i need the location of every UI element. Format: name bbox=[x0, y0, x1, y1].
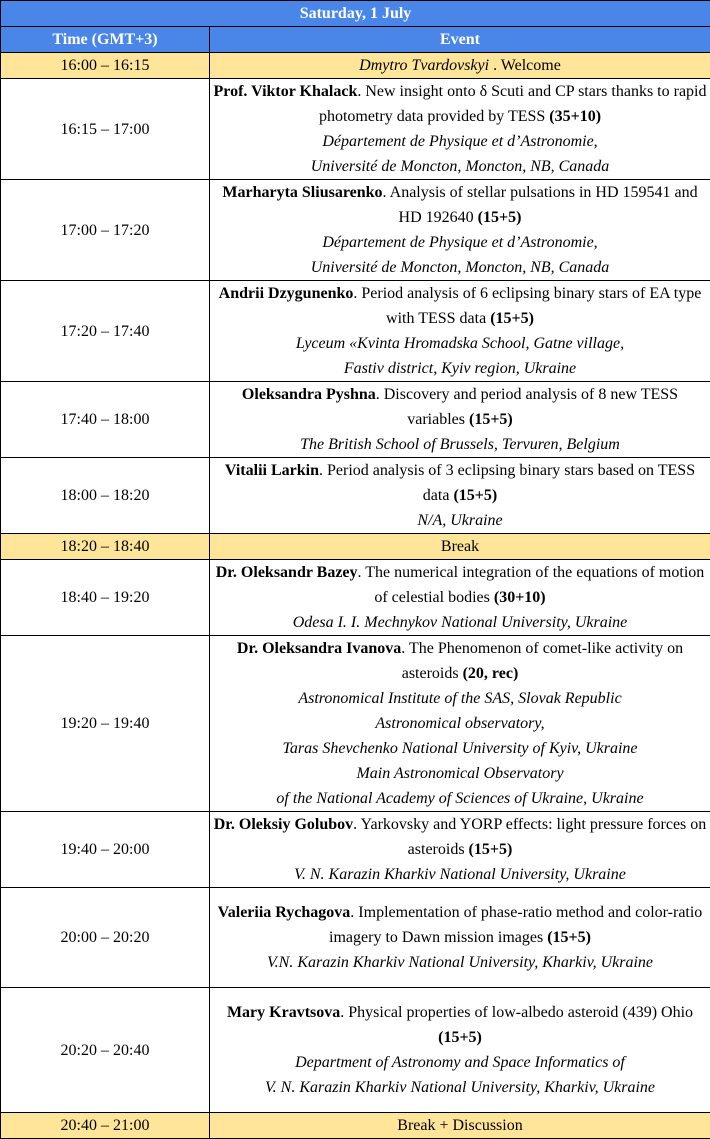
speaker-name: Valeriia Rychagova bbox=[218, 904, 351, 921]
talk-duration: (15+5) bbox=[469, 411, 513, 428]
day-title: Saturday, 1 July bbox=[1, 1, 710, 27]
schedule-body bbox=[1, 53, 710, 1139]
talk-title: . Period analysis of 6 eclipsing binary stars of EA type with TESS data bbox=[353, 285, 701, 327]
time-cell: 19:20 – 19:40 bbox=[1, 636, 210, 812]
event-cell bbox=[210, 382, 710, 458]
talk-title: . Discovery and period analysis of 8 new TESS variables bbox=[376, 386, 678, 428]
time-cell: 18:40 – 19:20 bbox=[1, 560, 210, 636]
event-text: . Welcome bbox=[489, 57, 561, 74]
event-cell bbox=[210, 458, 710, 534]
schedule-row-talk bbox=[1, 812, 710, 888]
speaker-name: Dr. Oleksandr Bazey bbox=[216, 564, 358, 581]
talk-duration: (35+10) bbox=[549, 108, 601, 125]
time-cell: 17:20 – 17:40 bbox=[1, 281, 210, 382]
talk-title: . Analysis of stellar pulsations in HD 159541 and HD 192640 bbox=[383, 184, 698, 226]
speaker-name: Marharyta Sliusarenko bbox=[222, 184, 382, 201]
schedule-row-talk bbox=[1, 560, 710, 636]
schedule-row-talk bbox=[1, 988, 710, 1113]
column-header-row bbox=[1, 27, 710, 53]
time-cell: 17:00 – 17:20 bbox=[1, 180, 210, 281]
affiliation-line: Odesa I. I. Mechnykov National University, Ukraine bbox=[293, 614, 628, 631]
time-cell: 20:20 – 20:40 bbox=[1, 988, 210, 1113]
event-cell bbox=[210, 888, 710, 988]
time-cell: 16:00 – 16:15 bbox=[1, 53, 210, 79]
talk-title: . Physical properties of low-albedo asteroid (439) Ohio bbox=[340, 1004, 693, 1021]
affiliation-line: N/A, Ukraine bbox=[417, 512, 502, 529]
talk-duration: (15+5) bbox=[469, 841, 513, 858]
event-cell bbox=[210, 812, 710, 888]
talk-title: . Period analysis of 3 eclipsing binary stars based on TESS data bbox=[319, 462, 695, 504]
schedule-row-talk bbox=[1, 382, 710, 458]
affiliation-line: V. N. Karazin Kharkiv National University, Ukraine bbox=[294, 866, 626, 883]
talk-duration: (15+5) bbox=[438, 1029, 482, 1046]
time-cell: 20:40 – 21:00 bbox=[1, 1113, 210, 1139]
event-cell: Break + Discussion bbox=[210, 1113, 710, 1139]
affiliation-line: Lyceum «Kvinta Hromadska School, Gatne village, bbox=[296, 335, 624, 352]
event-cell bbox=[210, 281, 710, 382]
affiliation-line: Département de Physique et d’Astronomie, bbox=[322, 234, 597, 251]
time-cell: 18:20 – 18:40 bbox=[1, 534, 210, 560]
affiliation-line: Taras Shevchenko National University of Kyiv, Ukraine bbox=[282, 740, 637, 757]
affiliation-line: V.N. Karazin Kharkiv National University, Kharkiv, Ukraine bbox=[267, 954, 653, 971]
affiliation-line: Fastiv district, Kyiv region, Ukraine bbox=[344, 360, 576, 377]
talk-title: . New insight onto δ Scuti and CP stars thanks to rapid photometry data provided by TESS bbox=[319, 83, 707, 125]
speaker-name: Dr. Oleksiy Golubov bbox=[214, 816, 353, 833]
event-column-header: Event bbox=[210, 27, 710, 53]
affiliation-line: Department of Astronomy and Space Informatics of bbox=[295, 1054, 625, 1071]
talk-duration: (15+5) bbox=[453, 487, 497, 504]
event-cell bbox=[210, 560, 710, 636]
schedule-row-talk bbox=[1, 180, 710, 281]
affiliation-line: Main Astronomical Observatory bbox=[356, 765, 563, 782]
speaker-name: Oleksandra Pyshna bbox=[242, 386, 376, 403]
talk-duration: (20, rec) bbox=[463, 665, 519, 682]
event-cell bbox=[210, 988, 710, 1113]
time-cell: 17:40 – 18:00 bbox=[1, 382, 210, 458]
affiliation-line: of the National Academy of Sciences of Ukraine, Ukraine bbox=[276, 790, 643, 807]
speaker-name: Prof. Viktor Khalack bbox=[213, 83, 357, 100]
speaker-name: Andrii Dzygunenko bbox=[219, 285, 354, 302]
schedule-row-break bbox=[1, 534, 710, 560]
event-cell: Break bbox=[210, 534, 710, 560]
host-name: Dmytro Tvardovskyi bbox=[359, 57, 489, 74]
talk-duration: (30+10) bbox=[494, 589, 546, 606]
time-column-header: Time (GMT+3) bbox=[1, 27, 210, 53]
event-cell bbox=[210, 636, 710, 812]
talk-title: . Implementation of phase-ratio method and color-ratio imagery to Dawn mission images bbox=[329, 904, 702, 946]
talk-duration: (15+5) bbox=[547, 929, 591, 946]
affiliation-line: Astronomical observatory, bbox=[375, 715, 544, 732]
time-cell: 16:15 – 17:00 bbox=[1, 79, 210, 180]
speaker-name: Vitalii Larkin bbox=[225, 462, 319, 479]
affiliation-line: Département de Physique et d’Astronomie, bbox=[322, 133, 597, 150]
schedule-row-talk bbox=[1, 79, 710, 180]
talk-duration: (15+5) bbox=[490, 310, 534, 327]
event-cell bbox=[210, 53, 710, 79]
affiliation-line: The British School of Brussels, Tervuren, Belgium bbox=[300, 436, 620, 453]
schedule-row-talk bbox=[1, 458, 710, 534]
schedule-row-talk bbox=[1, 281, 710, 382]
affiliation-line: Astronomical Institute of the SAS, Slovak Republic bbox=[298, 690, 621, 707]
schedule-row-talk bbox=[1, 636, 710, 812]
talk-title: . Yarkovsky and YORP effects: light pressure forces on asteroids bbox=[353, 816, 706, 858]
affiliation-line: Université de Moncton, Moncton, NB, Canada bbox=[311, 259, 610, 276]
speaker-name: Dr. Oleksandra Ivanova bbox=[237, 640, 401, 657]
day-title-row bbox=[1, 1, 710, 27]
schedule-row-talk bbox=[1, 888, 710, 988]
event-cell bbox=[210, 180, 710, 281]
affiliation-line: Université de Moncton, Moncton, NB, Canada bbox=[311, 158, 610, 175]
talk-title: . The Phenomenon of comet-like activity on asteroids bbox=[401, 640, 683, 682]
time-cell: 20:00 – 20:20 bbox=[1, 888, 210, 988]
affiliation-line: V. N. Karazin Kharkiv National University, Kharkiv, Ukraine bbox=[265, 1079, 655, 1096]
schedule-row-welcome bbox=[1, 53, 710, 79]
time-cell: 19:40 – 20:00 bbox=[1, 812, 210, 888]
event-cell bbox=[210, 79, 710, 180]
speaker-name: Mary Kravtsova bbox=[227, 1004, 340, 1021]
talk-duration: (15+5) bbox=[478, 209, 522, 226]
time-cell: 18:00 – 18:20 bbox=[1, 458, 210, 534]
talk-title: . The numerical integration of the equations of motion of celestial bodies bbox=[358, 564, 705, 606]
